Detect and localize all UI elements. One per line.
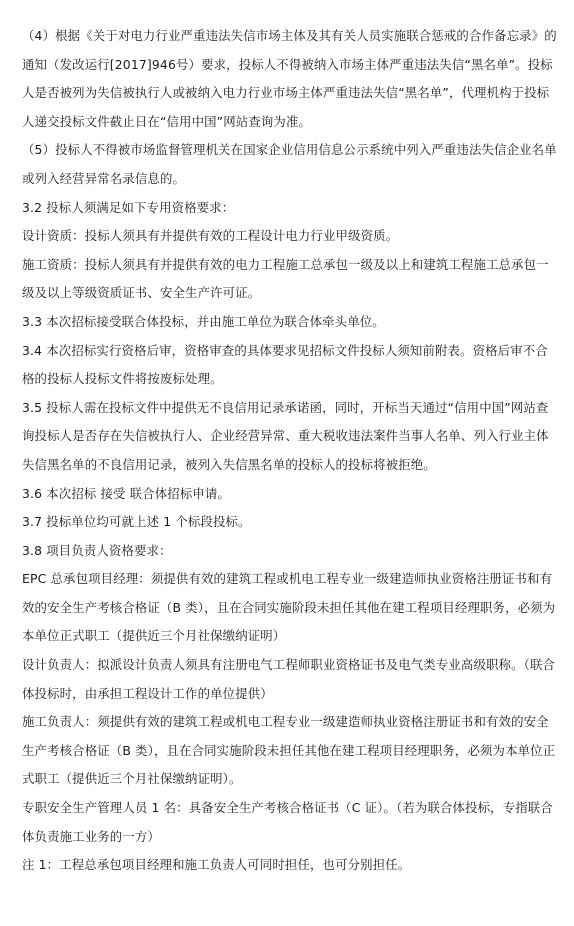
- section-3-5: 3.5 投标人需在投标文件中提供无不良信用记录承诺函，同时，开标当天通过“信用中国”网站查询投标人是否存在失信被执行人、企业经营异常、重大税收违法案件当事人名单、列入行业主体失信黑名单的不良信用记录，被列入失信黑名单的投标人的投标将被拒绝。: [22, 399, 549, 472]
- section-3-4: 3.4 本次招标实行资格后审，资格审查的具体要求见招标文件投标人须知前附表。资格后审不合格的投标人投标文件将按废标处理。: [22, 342, 548, 387]
- paragraph-construction-qualification: 施工资质：投标人须具有并提供有效的电力工程施工总承包一级及以上和建筑工程施工总承包一级及以上等级资质证书、安全生产许可证。: [22, 256, 549, 301]
- paragraph-construction-lead: 施工负责人：须提供有效的建筑工程或机电工程专业一级建造师执业资格注册证书和有效的安全生产考核合格证（B 类），且在合同实施阶段未担任其他在建工程项目经理职务，必须为本单位正式职工（提供近三个月社保缴纳证明）。: [22, 714, 556, 787]
- paragraph-epc-manager: EPC 总承包项目经理：须提供有效的建筑工程或机电工程专业一级建造师执业资格注册证书和有效的安全生产考核合格证（B 类），且在合同实施阶段未担任其他在建工程项目经理职务，必须为本单位正式职工（提供近三个月社保缴纳证明）: [22, 571, 556, 644]
- paragraph-note-1: 注 1：工程总承包项目经理和施工负责人可同时担任，也可分别担任。: [22, 857, 411, 873]
- section-3-2-heading: 3.2 投标人须满足如下专用资格要求：: [22, 199, 235, 215]
- paragraph-abnormal-operation: （5）投标人不得被市场监督管理机关在国家企业信用信息公示系统中列入严重违法失信企业名单或列入经营异常名录信息的。: [22, 142, 557, 186]
- section-3-3: 3.3 本次招标接受联合体投标，并由施工单位为联合体牵头单位。: [22, 313, 385, 329]
- paragraph-design-qualification: 设计资质：投标人须具有并提供有效的工程设计电力行业甲级资质。: [22, 228, 399, 244]
- paragraph-safety-officer: 专职安全生产管理人员 1 名：具备安全生产考核合格证书（C 证）。（若为联合体投标，专指联合体负责施工业务的一方）: [22, 800, 553, 844]
- section-3-6: 3.6 本次招标 接受 联合体招标申请。: [22, 485, 230, 501]
- paragraph-design-lead: 设计负责人：拟派设计负责人须具有注册电气工程师职业资格证书及电气类专业高级职称。（联合体投标时，由承担工程设计工作的单位提供）: [22, 657, 556, 701]
- paragraph-blacklist-requirement: （4）根据《关于对电力行业严重违法失信市场主体及其有关人员实施联合惩戒的合作备忘录》的通知（发改运行[2017]946号）要求，投标人不得被纳入市场主体严重违法失信“黑名单”。投标人是否被列为失信被执行人或被纳入电力行业市场主体严重违法失信“黑名单”，代理机构于投标人递交投标文件截止日在“信用中国”网站查询为准。: [22, 28, 557, 129]
- section-3-8-heading: 3.8 项目负责人资格要求：: [22, 542, 172, 558]
- section-3-7: 3.7 投标单位均可就上述 1 个标段投标。: [22, 514, 251, 530]
